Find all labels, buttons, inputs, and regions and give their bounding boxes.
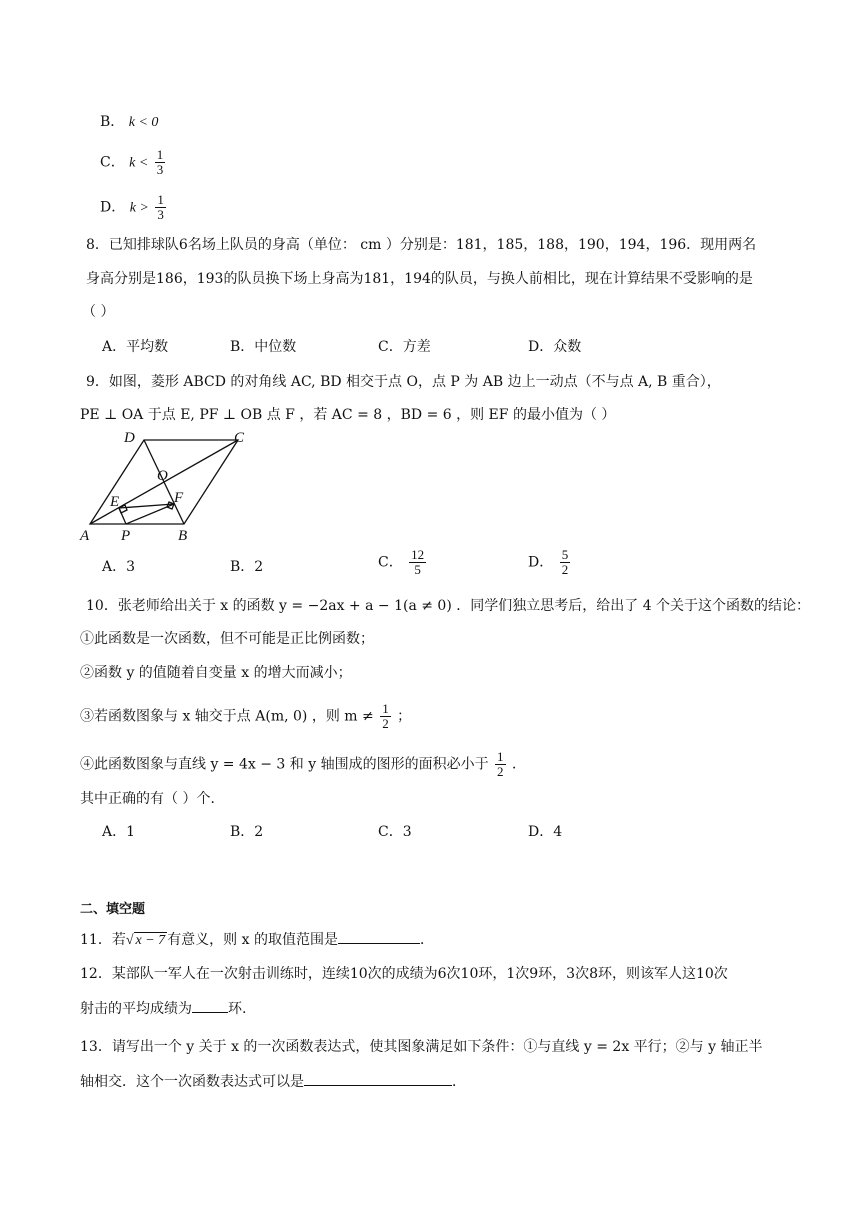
q7-option-c-num: 1 [156,147,164,162]
q10-conclusion-3 [80,702,411,731]
q9-option-d-num: 5 [561,547,569,562]
q10-c3-num: 1 [382,701,389,716]
q7-option-d [100,193,168,222]
q9-option-c-letter: C． [378,554,403,571]
q10-conclusion-3-end: ； [397,708,412,725]
q9-line-1: 9．如图，菱形 ABCD 的对角线 AC, BD 相交于点 O，点 P 为 AB 边上一动点（不与点 A, B 重合）， [86,374,721,390]
label-b: B [178,528,188,544]
q13-text-post: ． [452,1074,466,1090]
q7-option-b-letter: B． [100,114,125,130]
q11-answer-blank[interactable] [338,929,420,944]
q12-line-1: 12．某部队一军人在一次射击训练时，连续10次的成绩为6次10环，1次9环，3次8环，则该军人这10次 [80,966,728,982]
q9-option-d-den: 2 [561,562,569,577]
q10-option-c: C．3 [378,824,412,840]
q11 [80,929,434,950]
q7-option-c-den: 3 [156,162,164,177]
q9-option-c-num: 12 [411,547,425,562]
q8-option-d: D．众数 [528,339,582,355]
q9-option-d [528,548,572,577]
q10-option-b: B．2 [230,824,264,840]
section-heading-fill-in: 二、填空题 [80,902,146,917]
q9-option-c-fraction [409,548,426,577]
q10-conclusion-3-fraction [380,702,391,731]
q7-option-d-letter: D． [100,199,126,216]
q10-conclusion-2: ②函数 y 的值随着自变量 x 的增大而减小； [80,665,352,681]
q9-option-d-fraction [560,548,571,577]
q10-conclusion-3-text: ③若函数图象与 x 轴交于点 A(m, 0) ，则 m ≠ [80,708,374,725]
q11-text-pre: 11．若 [80,932,126,948]
q9-option-a: A．3 [102,559,136,575]
q13-answer-blank[interactable] [304,1071,452,1086]
q7-option-b [100,113,158,132]
q7-option-d-fraction [155,193,166,222]
label-e: E [110,494,120,510]
q11-radicand: x − 7 [135,933,166,948]
q7-option-c [100,148,167,177]
q10-c4-num: 1 [497,749,504,764]
q10-conclusion-4-fraction [495,750,506,779]
q10-conclusion-4-text: ④此函数图象与直线 y = 4x − 3 和 y 轴围成的图形的面积必小于 [80,756,489,773]
label-c: C [234,430,245,446]
q8-option-b: B．中位数 [230,339,297,355]
q13-line-2 [80,1071,466,1091]
q10-conclusion-4 [80,750,526,779]
label-o: O [157,468,168,484]
q7-option-c-fraction [155,148,166,177]
q7-option-c-expr: k < [129,155,149,171]
q11-text-post: 有意义，则 x 的取值范围是 [167,932,338,948]
q9-option-c [378,548,428,577]
q12-text-post: 环. [228,1001,247,1017]
q13-text-pre: 轴相交．这个一次函数表达式可以是 [80,1074,304,1090]
q13-line-1: 13．请写出一个 y 关于 x 的一次函数表达式，使其图象满足如下条件：①与直线 y = 2x 平行；②与 y 轴正半 [80,1039,763,1055]
q9-option-c-den: 5 [414,562,421,577]
q10-conclusion-1: ①此函数是一次函数，但不可能是正比例函数； [80,631,374,647]
q8-option-a: A．平均数 [102,339,169,355]
q8-line-1: 8．已知排球队6名场上队员的身高（单位： cm ）分别是：181，185，188，190，194，196．现用两名 [86,237,757,253]
q10-conclusion-4-end: ． [512,756,526,773]
q7-option-b-expr: k < 0 [128,115,159,130]
q8-option-c: C．方差 [378,339,431,355]
q12-text-pre: 射击的平均成绩为 [80,1001,192,1017]
q10-c4-den: 2 [497,764,504,779]
q7-option-d-den: 3 [157,207,164,222]
label-a: A [80,528,90,544]
rhombus-figure [74,428,254,546]
q10-c3-den: 2 [382,716,389,731]
q7-option-d-expr: k > [129,200,149,216]
q11-sqrt: √ x − 7 [125,933,166,948]
q10-option-d: D．4 [528,824,563,840]
label-p: P [121,528,131,544]
q9-option-b: B．2 [230,559,264,575]
q7-option-d-num: 1 [157,192,164,207]
label-d: D [124,430,135,446]
q12-line-2 [80,998,246,1018]
label-f: F [174,490,184,506]
q10-option-a: A．1 [102,824,136,840]
q10-ask: 其中正确的有（ ）个． [80,791,225,807]
q10-line-1: 10．张老师给出关于 x 的函数 y = −2ax + a − 1(a ≠ 0) ．同学们独立思考后，给出了 4 个关于这个函数的结论： [86,598,811,614]
q8-line-2: 身高分别是186，193的队员换下场上身高为181，194的队员，与换人前相比，现在计算结果不受影响的是 [86,271,753,287]
q9-option-d-letter: D． [528,554,554,571]
q8-line-3: （ ） [82,304,115,320]
q11-text-end: ． [419,932,434,948]
q7-option-c-letter: C． [100,154,125,171]
q12-answer-blank[interactable] [192,998,228,1013]
q9-line-2: PE ⊥ OA 于点 E, PF ⊥ OB 点 F ，若 AC = 8 ，BD = 6 ，则 EF 的最小值为（ ） [80,407,616,423]
